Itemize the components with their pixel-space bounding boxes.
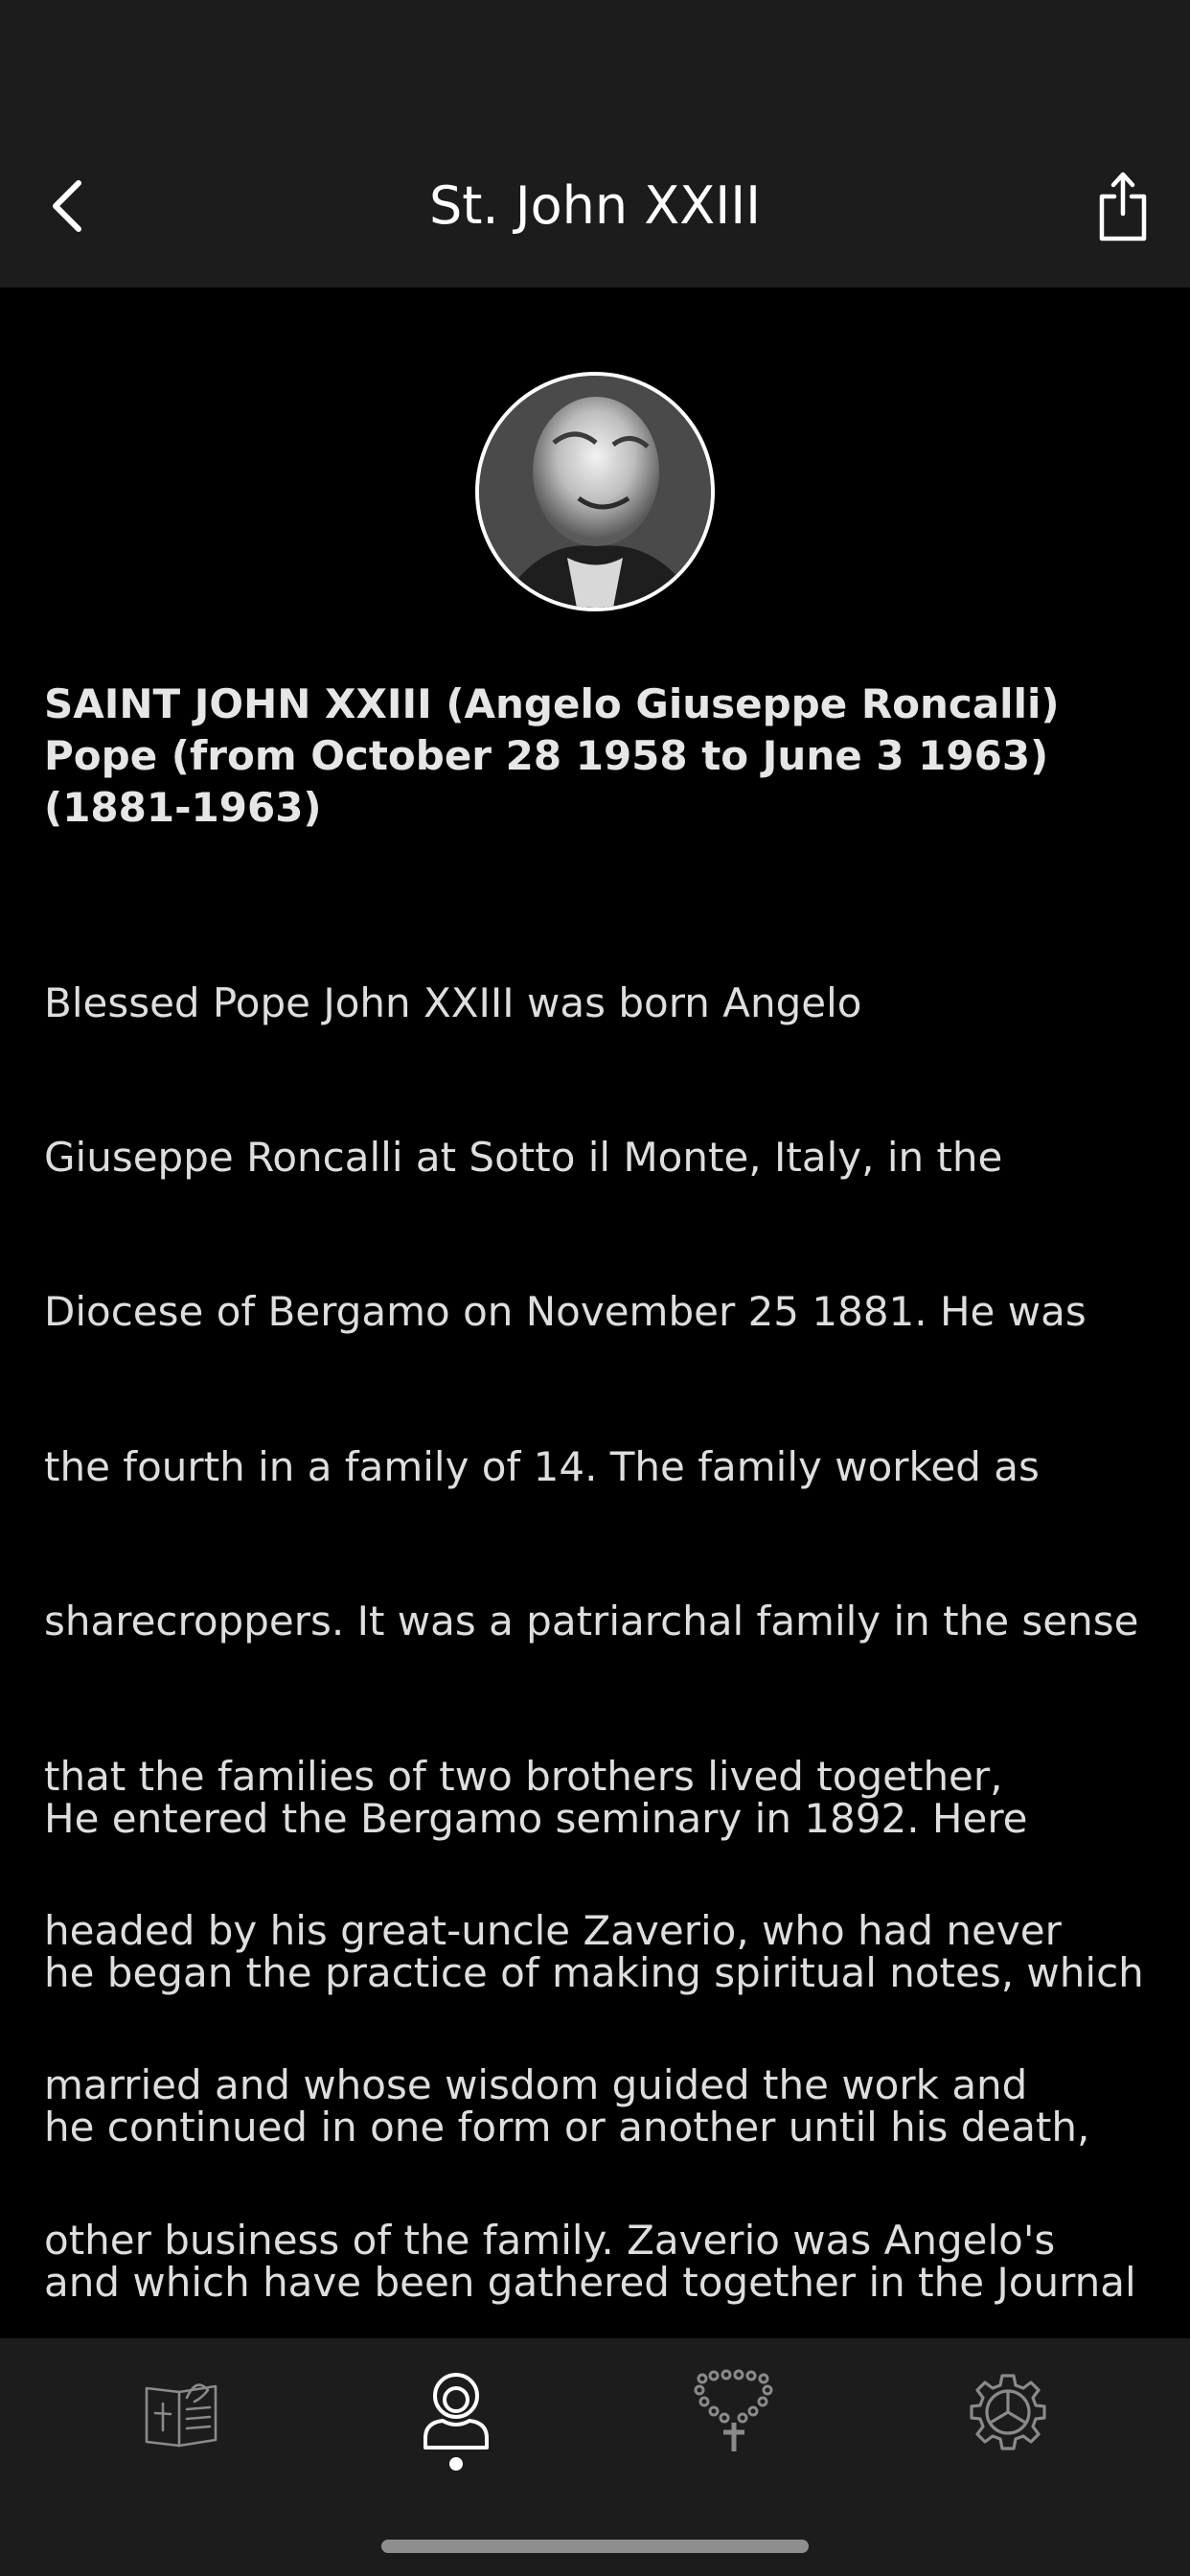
text-line: the fourth in a family of 14. The family worked as	[44, 1442, 1040, 1490]
gear-icon	[968, 2372, 1048, 2452]
heading-line: (1881-1963)	[44, 784, 322, 831]
home-indicator[interactable]	[381, 2540, 809, 2553]
heading-line: SAINT JOHN XXIII (Angelo Giuseppe Roncalli)	[44, 680, 1060, 727]
tab-rosary[interactable]	[676, 2359, 791, 2465]
text-line: Blessed Pope John XXIII was born Angelo	[44, 978, 862, 1026]
share-icon	[1094, 170, 1152, 242]
saint-heading	[44, 678, 1146, 834]
text-line: Diocese of Bergamo on November 25 1881. He was	[44, 1288, 1087, 1336]
biography-paragraph-2	[44, 1690, 1156, 2338]
text-line: married and whose wisdom guided the work and	[44, 2061, 1028, 2109]
prayer-book-icon	[139, 2369, 225, 2455]
text-line: he continued in one form or another until his death,	[44, 2104, 1090, 2151]
text-line: headed by his great-uncle Zaverio, who had never	[44, 1906, 1062, 1954]
rosary-icon	[691, 2369, 777, 2455]
text-line: sharecroppers. It was a patriarchal family in the sense	[44, 1598, 1139, 1645]
biography-paragraph-3	[44, 2246, 1156, 2338]
saint-portrait-image	[479, 376, 711, 608]
tab-settings[interactable]	[950, 2359, 1065, 2465]
page-title: St. John XXIII	[428, 175, 762, 236]
share-button[interactable]	[1085, 158, 1161, 254]
saint-detail-content[interactable]	[0, 288, 1190, 2338]
saint-portrait	[475, 372, 715, 611]
text-line: that the families of two brothers lived together,	[44, 1752, 1003, 1800]
tab-bar	[0, 2338, 1190, 2576]
text-line: Giuseppe Roncalli at Sotto il Monte, Italy, in the	[44, 1133, 1003, 1181]
text-line: and which have been gathered together in the Journal	[44, 2258, 1136, 2306]
text-line: He entered the Bergamo seminary in 1892. Here	[44, 1794, 1028, 1842]
saint-profile-icon	[418, 2369, 494, 2455]
text-line: other business of the family. Zaverio was Angelo's	[44, 2216, 1056, 2264]
heading-line: Pope (from October 28 1958 to June 3 1963)	[44, 732, 1049, 779]
active-tab-indicator	[449, 2457, 463, 2471]
navigation-bar	[0, 0, 1190, 288]
text-line: he began the practice of making spiritual notes, which	[44, 1948, 1144, 1996]
tab-saints[interactable]	[399, 2359, 514, 2465]
tab-prayer-book[interactable]	[125, 2359, 240, 2465]
